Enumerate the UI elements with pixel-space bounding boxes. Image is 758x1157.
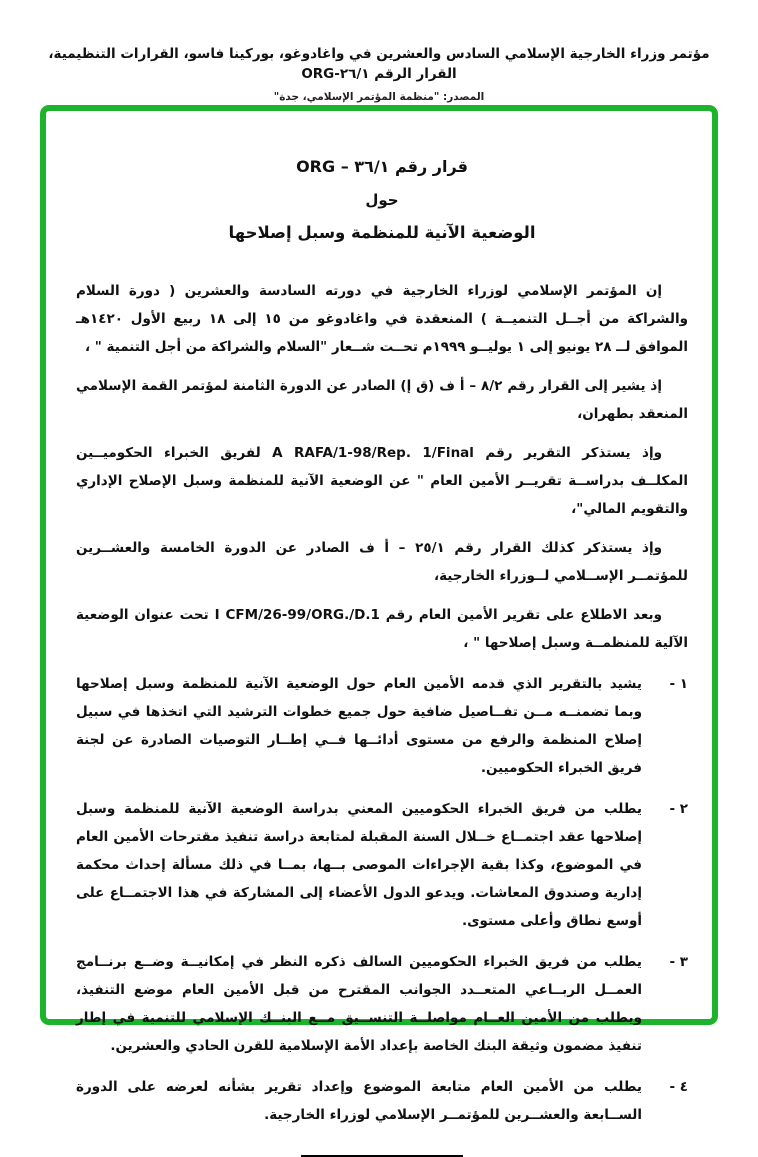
- page-header: [0, 44, 758, 105]
- paragraph-5-lead: وبعد الاطلاع على تقرير الأمين العام رقم: [379, 607, 662, 623]
- item-text: يطلب من الأمين العام متابعة الموضوع وإعداد تقرير بشأنه لعرضه على الدورة الســابعة والعشــرين للمؤتمــر الإسلامي لوزراء الخارجية.: [76, 1079, 642, 1123]
- list-item: [76, 948, 688, 1060]
- paragraph-5-tail: تحت عنوان الوضعية الآلية للمنظمــة وسبل إصلاحها " ،: [76, 607, 688, 651]
- list-item: [76, 1073, 688, 1129]
- item-text: يطلب من فريق الخبراء الحكوميين المعني بدراسة الوضعية الآنية للمنظمة وسبل إصلاحها عقد اجتمــاع خــلال السنة المقبلة لمتابعة دراسة تنفيذ مقترحات الأمين العام في الموضوع، وكذا بقية الإجراءات الموصى بــها، بمــا في ذلك مسألة إحداث محكمة إدارية وصندوق المعاشات. ويدعو الدول الأعضاء إلى المشاركة في هذا الاجتمــاع على أوسع نطاق وأعلى مستوى.: [76, 801, 642, 929]
- item-number: ١ -: [669, 676, 688, 692]
- item-number: ٤ -: [669, 1079, 688, 1095]
- list-item: [76, 670, 688, 782]
- item-text: يشيد بالتقرير الذي قدمه الأمين العام حول الوضعية الآنية للمنظمة وسبل إصلاحها وبما تضمنــه مــن تفــاصيل ضافية حول جميع خطوات الترشيد التي اتخذها في سبيل إصلاح المنظمة والرفع من مستوى أدائــها فــي إطــار التوصيات الصادرة عن لجنة فريق الخبراء الحكوميين.: [76, 676, 642, 776]
- header-conference-title: مؤتمر وزراء الخارجية الإسلامي السادس والعشرين في واغادوغو، بوركينا فاسو، القرارات التنظيمية، القرار الرقم ٢٦/١-ORG: [48, 46, 710, 82]
- green-border-frame: [40, 105, 718, 1123]
- header-source-line: المصدر: "منظمة المؤتمر الإسلامي، جدة": [273, 91, 485, 103]
- resolution-number-title: قرار رقم ٣٦/١ – ORG: [296, 157, 468, 176]
- preamble-paragraph-4: وإذ يستذكر كذلك القرار رقم ٢٥/١ – أ ف الصادر عن الدورة الخامسة والعشــرين للمؤتمــر الإســلامي لــوزراء الخارجية،: [76, 540, 688, 584]
- resolution-body: [46, 111, 712, 1123]
- item-number: ٣ -: [669, 954, 688, 970]
- preamble-paragraph-3: [76, 439, 688, 523]
- paragraph-3-tail: لفريق الخبراء الحكوميــين المكلــف بدراســة تقريــر الأمين العام " عن الوضعية الآنية للمنظمة وسبل الإصلاح الإداري والتقويم المالي"،: [76, 445, 688, 517]
- preamble-paragraph-2: إذ يشير إلى القرار رقم ٨/٢ – أ ف (ق إ) الصادر عن الدورة الثامنة لمؤتمر القمة الإسلامي المنعقد بطهران،: [76, 378, 688, 422]
- list-item: [76, 795, 688, 935]
- item-text: يطلب من فريق الخبراء الحكوميين السالف ذكره النظر في إمكانيــة وضــع برنــامج العمــل الربــاعي المتعــدد الجوانب المقترح من قبل الأمين العام موضع التنفيذ، ويطلب من الأمين العــام مواصلــة التنســيق مــع البنــك الإسلامي للتنمية في إطار تنفيذ مضمون وثيقة البنك الخاصة بإعداد الأمة الإسلامية للقرن الحادي والعشرين.: [76, 954, 642, 1054]
- resolution-subject-title: الوضعية الآنية للمنظمة وسبل إصلاحها: [228, 223, 536, 242]
- resolution-about-word: حول: [365, 191, 399, 209]
- item-number: ٢ -: [669, 801, 688, 817]
- preamble-paragraph-5: [76, 601, 688, 657]
- operative-items-list: [76, 670, 688, 1129]
- paragraph-3-lead: وإذ يستذكر التقرير رقم: [473, 445, 662, 461]
- report-reference-code: A RAFA/1-98/Rep. 1/Final: [272, 445, 474, 461]
- preamble-paragraph-1: إن المؤتمر الإسلامي لوزراء الخارجية في دورته السادسة والعشرين ( دورة السلام والشراكة من أجــل التنميــة ) المنعقدة في واغادوغو من ١٥ إلى ١٨ ربيع الأول ١٤٢٠هـ الموافق لــ ٢٨ يونيو إلى ١ يوليــو ١٩٩٩م تحــت شــعار "السلام والشراكة من أجل التنمية " ،: [76, 283, 688, 355]
- icfm-document-code: I CFM/26-99/ORG./D.1: [214, 607, 380, 623]
